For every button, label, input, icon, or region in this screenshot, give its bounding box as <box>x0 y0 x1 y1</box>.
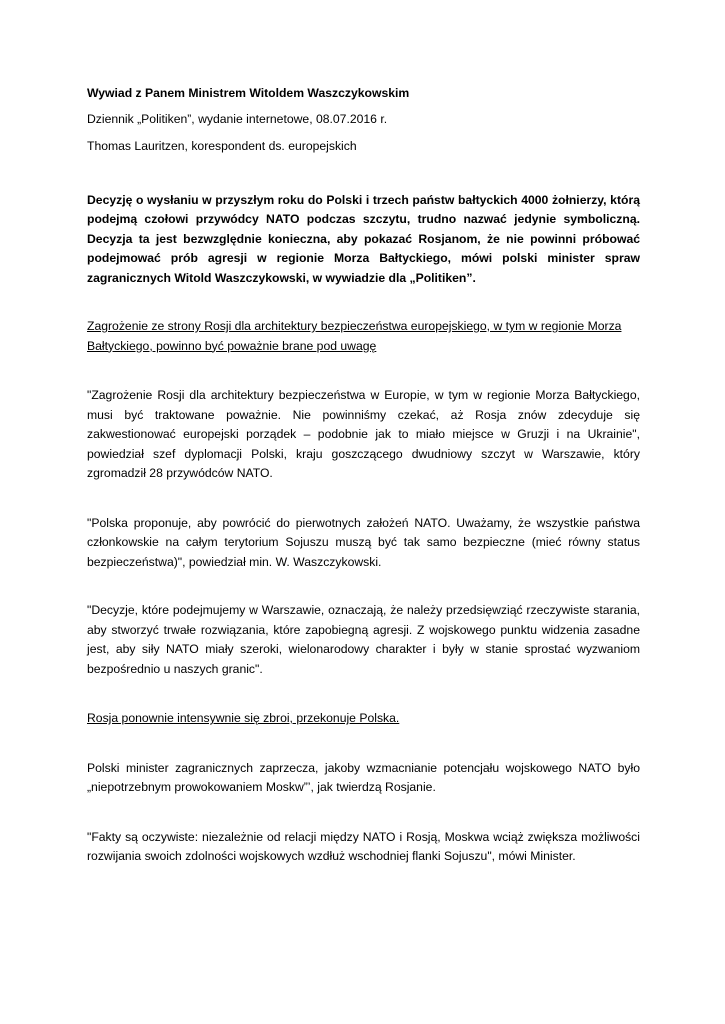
spacer <box>87 165 640 191</box>
body-paragraph: "Decyzje, które podejmujemy w Warszawie, oznaczają, że należy przedsięwziąć rzeczywiste starania, aby stworzyć trwałe rozwiązania, które zapobiegną agresji. Z wojskowego punktu widzenia zasadne jest, aby siły NATO miały szeroki, wielonarodowy charakter i były w stanie sprostać wyzwaniom bezpośrednio u naszych granic". <box>87 603 640 676</box>
body-paragraph: Polski minister zagranicznych zaprzecza, jakoby wzmacnianie potencjału wojskowego NATO było „niepotrzebnym prowokowaniem Moskw”’, jak twierdzą Rosjanie. <box>87 760 640 794</box>
section-heading-threat: Zagrożenie ze strony Rosji dla architektury bezpieczeństwa europejskiego, w tym w regionie Morza Bałtyckiego, powinno być poważnie brane pod uwagę <box>87 319 622 353</box>
body-paragraph: "Zagrożenie Rosji dla architektury bezpieczeństwa w Europie, w tym w regionie Morza Bałtyckiego, musi być traktowane poważnie. Nie powinniśmy czekać, aż Rosja znów zdecyduje się zakwestionować europejski porządek – podobnie jak to miało miejsce w Gruzji i na Ukrainie", powiedział szef dyplomacji Polski, kraju goszczącego dwudniowy szczyt w Warszawie, który zgromadził 28 przywódców NATO. <box>87 388 640 480</box>
spacer <box>87 798 640 828</box>
lead-paragraph: Decyzję o wysłaniu w przyszłym roku do Polski i trzech państw bałtyckich 4000 żołnierzy, którą podejmą czołowi przywódcy NATO podczas szczytu, trudno nazwać jedynie symboliczną. Decyzja ta jest bezwzględnie konieczna, aby pokazać Rosjanom, że nie powinni próbować podejmować prób agresji w regionie Morza Bałtyckiego, mówi polski minister spraw zagranicznych Witold Waszczykowski, w wywiadzie dla „Politiken”. <box>87 192 640 285</box>
spacer <box>87 484 640 514</box>
spacer <box>87 572 640 601</box>
body-paragraph: "Polska proponuje, aby powrócić do pierwotnych założeń NATO. Uważamy, że wszystkie państwa członkowskie na całym terytorium Sojuszu muszą być tak samo bezpieczne (mieć równy status bezpieczeństwa)", powiedział min. W. Waszczykowski. <box>87 515 640 569</box>
spacer <box>87 729 640 759</box>
body-paragraph: "Fakty są oczywiste: niezależnie od relacji między NATO i Rosją, Moskwa wciąż zwiększa możliwości rozwijania swoich zdolności wojskowych wzdłuż wschodniej flanki Sojuszu", mówi Minister. <box>87 829 640 863</box>
publication-source: Dziennik „Politiken”, wydanie internetowe, 08.07.2016 r. <box>87 111 388 126</box>
spacer <box>87 356 640 386</box>
spacer <box>87 679 640 709</box>
interview-title: Wywiad z Panem Ministrem Witoldem Waszczykowskim <box>87 86 410 100</box>
author-line: Thomas Lauritzen, korespondent ds. europejskich <box>87 139 357 153</box>
spacer <box>87 288 640 317</box>
section-heading-rearm: Rosja ponownie intensywnie się zbroi, przekonuje Polska. <box>87 711 400 725</box>
document-page <box>87 84 640 867</box>
